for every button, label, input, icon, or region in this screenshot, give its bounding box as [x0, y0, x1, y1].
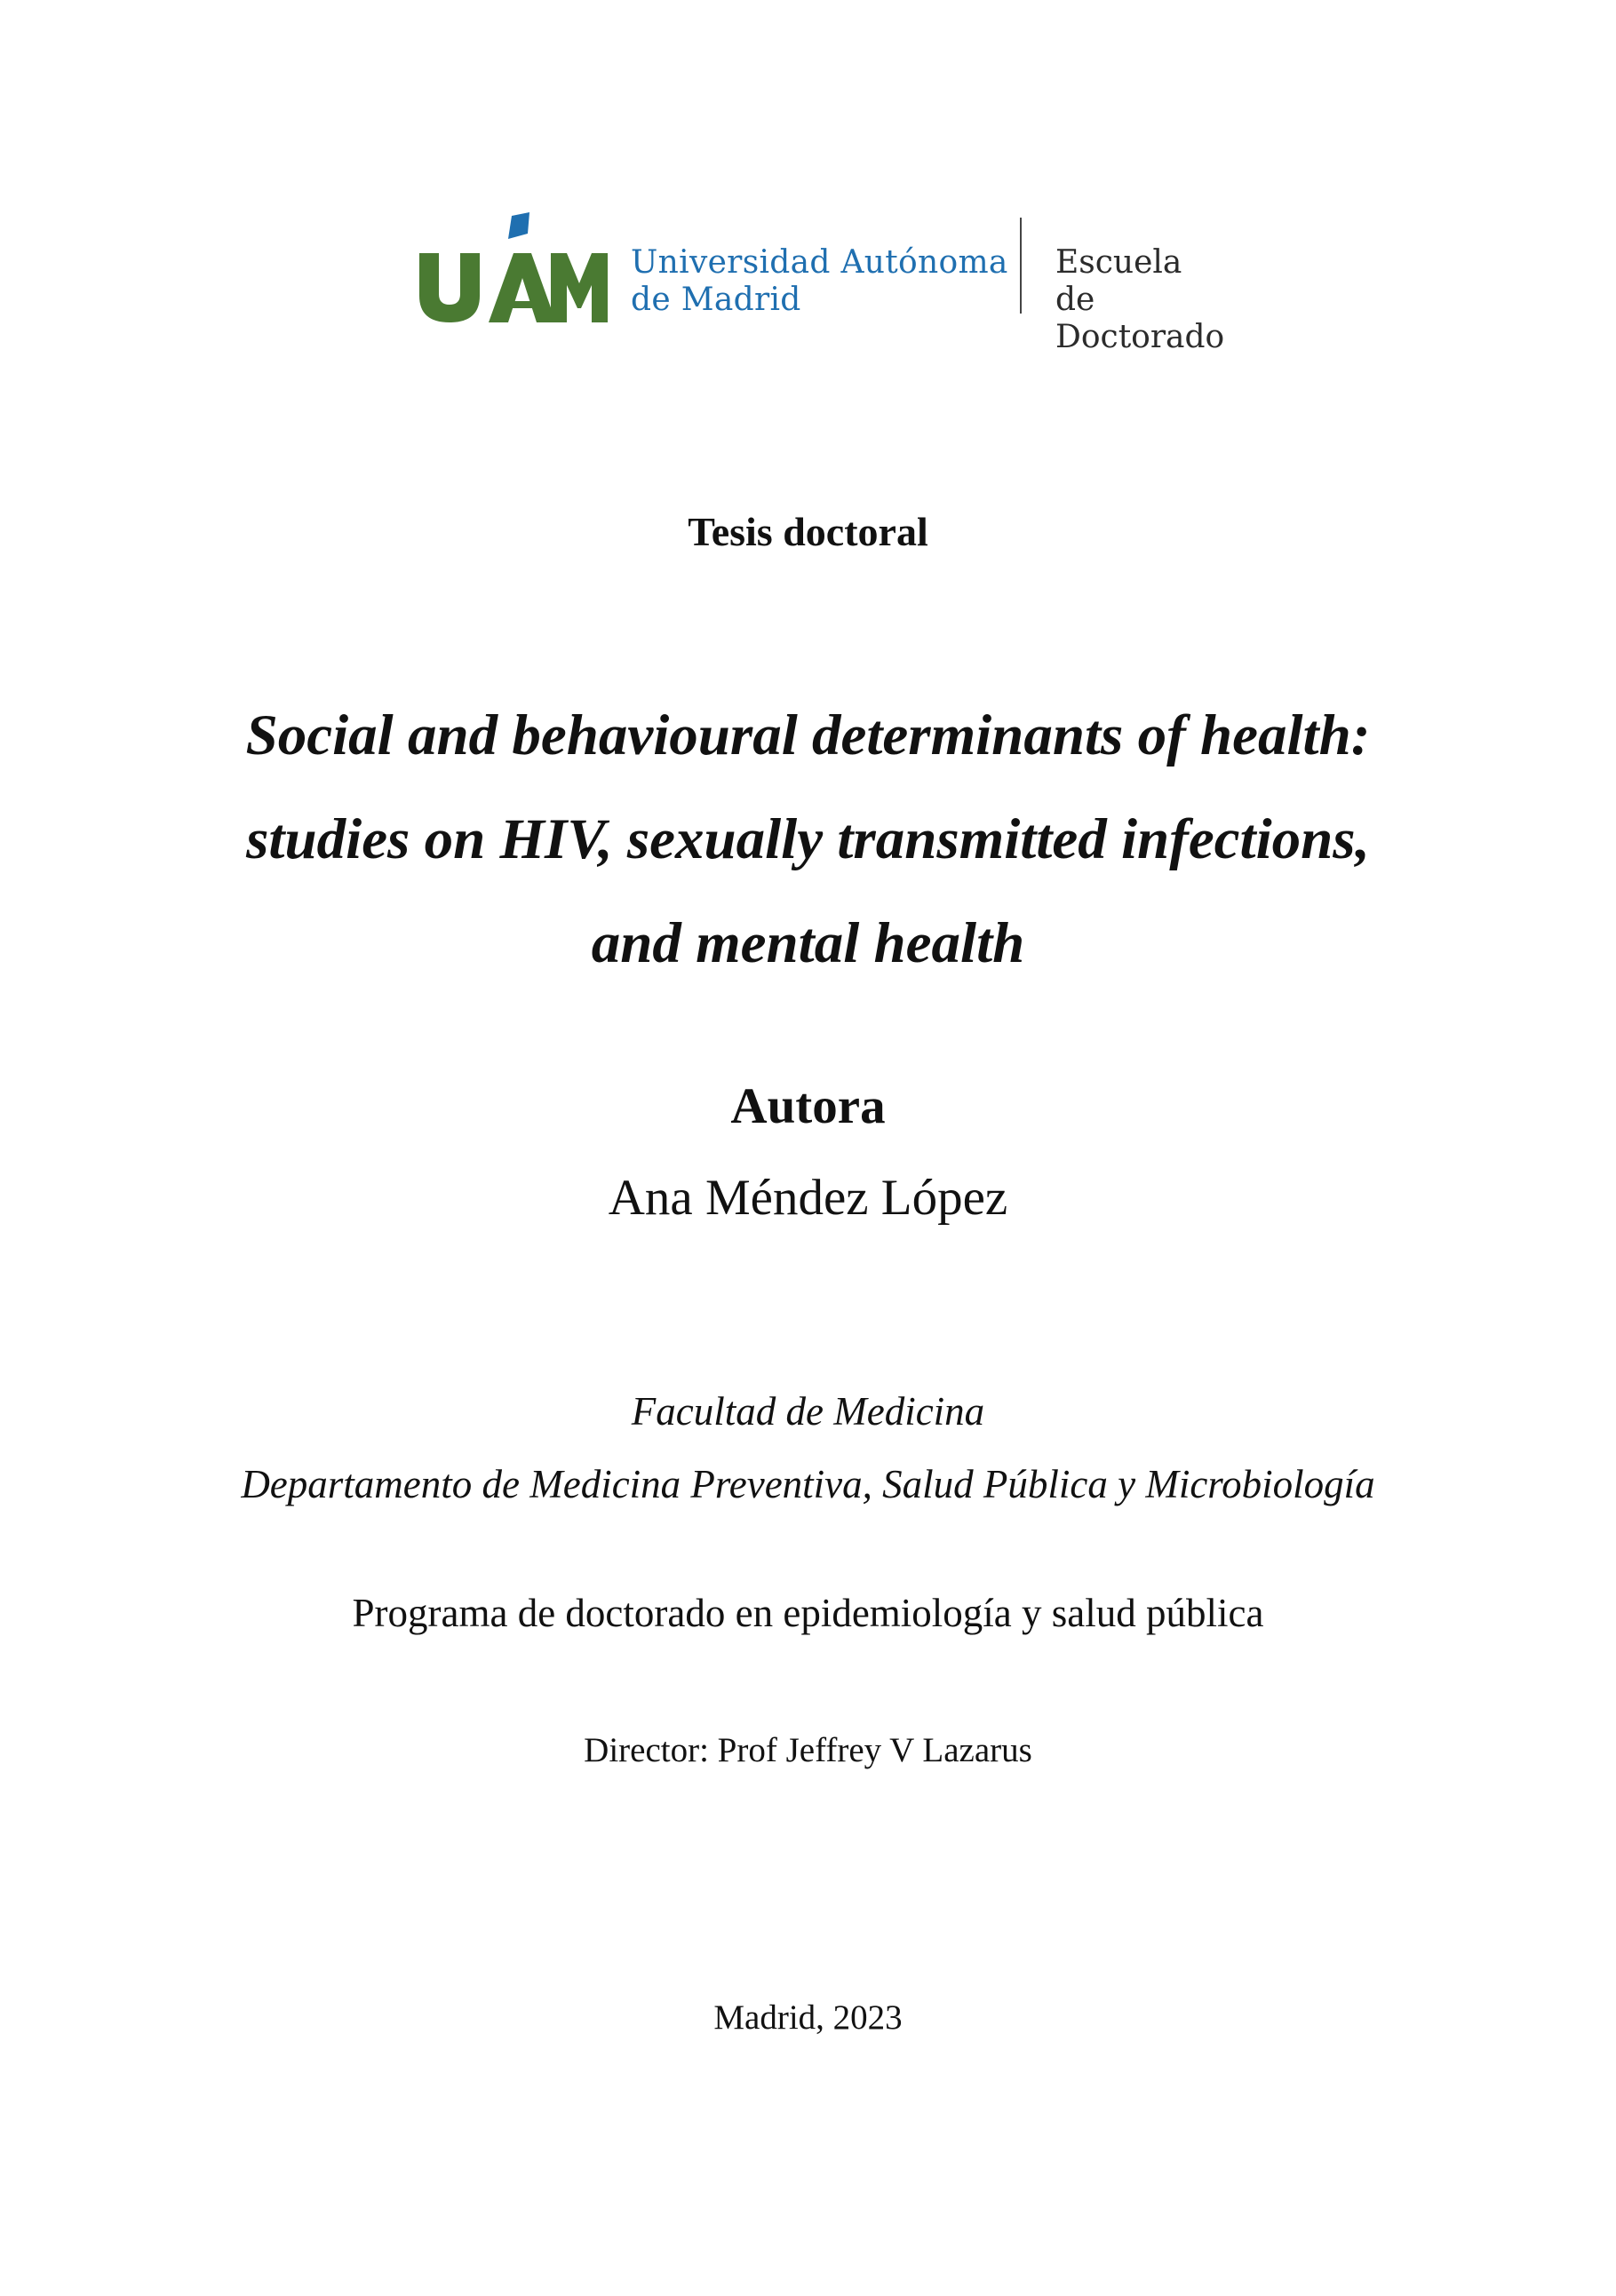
university-name: [631, 244, 1008, 319]
faculty-name: Facultad de Medicina: [631, 1389, 985, 1434]
thesis-title-line-2: studies on HIV, sexually transmitted infections,: [246, 807, 1370, 871]
uam-logo-mark: [418, 209, 609, 324]
faculty-block: [0, 1375, 1616, 1521]
uam-accent-flag: [508, 212, 529, 239]
thesis-director: Director: Prof Jeffrey V Lazarus: [584, 1731, 1032, 1769]
school-name-line1: Escuela: [1055, 244, 1182, 281]
department-name: Departamento de Medicina Preventiva, Salud Pública y Microbiología: [241, 1462, 1375, 1506]
uam-letter-a-bar: [510, 301, 535, 308]
author-name: Ana Méndez López: [608, 1170, 1008, 1226]
uam-letter-m: [551, 253, 608, 322]
thesis-title-line-1: Social and behavioural determinants of health:: [245, 703, 1371, 767]
doctoral-school-name: [1055, 244, 1270, 356]
logo-divider: [1020, 218, 1022, 314]
author-heading: Autora: [730, 1078, 886, 1134]
university-name-line2: de Madrid: [631, 282, 801, 318]
place-and-date: Madrid, 2023: [713, 1998, 903, 2037]
university-name-line1: Universidad Autónoma: [631, 244, 1008, 281]
document-type: Tesis doctoral: [688, 509, 928, 554]
doctoral-programme: Programa de doctorado en epidemiología y salud pública: [352, 1591, 1264, 1635]
thesis-title: [0, 684, 1616, 996]
uam-letter-u: [419, 253, 480, 322]
university-logo: [418, 209, 1270, 355]
thesis-title-line-3: and mental health: [591, 911, 1025, 975]
uam-letter-a: [489, 253, 556, 322]
school-name-line2: de Doctorado: [1055, 282, 1225, 355]
